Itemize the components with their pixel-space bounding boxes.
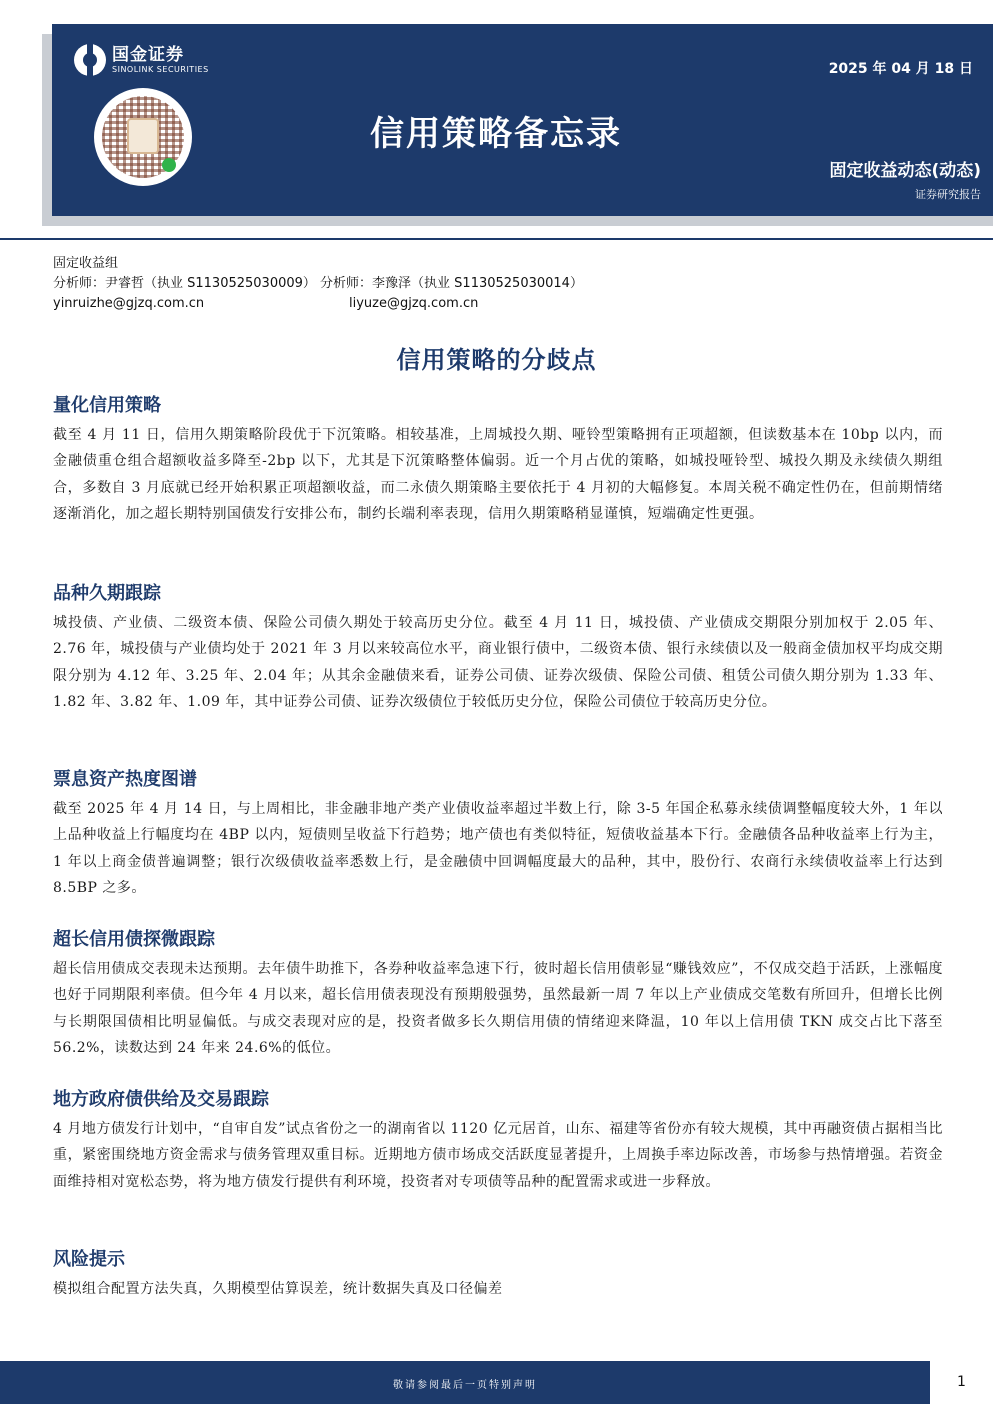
section-body: 截至 2025 年 4 月 14 日，与上周相比，非金融非地产类产业债收益率超过半数上行，除 3-5 年国企私募永续债调整幅度较大外，1 年以上品种收益上行幅度均在 4BP 以内，短债则呈收益下行趋势；地产债也有类似特征，短债收益基本下行。金融债各品种收益率上行为主，1 年以上商金债普遍调整；银行次级债收益率悉数上行，是金融债中回调幅度最大的品种，其中，股份行、农商行永续债收益率上行达到 8.5BP 之多。 [53, 801, 943, 897]
section-heading: 超长信用债探微跟踪 [53, 929, 215, 950]
section-body: 4 月地方债发行计划中，“自审自发”试点省份之一的湖南省以 1120 亿元居首，山东、福建等省份亦有较大规模，其中再融资债占据相当比重，紧密围绕地方资金需求与债务管理双重目标。近期地方债市场成交活跃度显著提升，上周换手率边际改善，市场参与热情增强。若资金面维持相对宽松态势，将为地方债发行提供有利环境，投资者对专项债等品种的配置需求或进一步释放。 [53, 1121, 943, 1190]
section-heading: 地方政府债供给及交易跟踪 [53, 1089, 269, 1110]
section-risk-warning [53, 1248, 943, 1302]
report-series-title: 信用策略备忘录 [370, 114, 622, 154]
section-body: 模拟组合配置方法失真，久期模型估算误差，统计数据失真及口径偏差 [53, 1281, 503, 1297]
analyst-info [53, 254, 583, 314]
report-date: 2025 年 04 月 18 日 [828, 61, 973, 77]
section-heading: 量化信用策略 [53, 395, 161, 416]
page-number: 1 [957, 1374, 966, 1390]
section-heading: 品种久期跟踪 [53, 583, 161, 604]
document-title: 信用策略的分歧点 [396, 346, 597, 374]
analyst-email[interactable]: yinruizhe@gjzq.com.cn [53, 296, 205, 311]
logo-name-cn: 国金证券 [112, 44, 184, 65]
section-body: 超长信用债成交表现未达预期。去年债牛助推下，各券种收益率急速下行，彼时超长信用债彰显“赚钱效应”，不仅成交趋于活跃，上涨幅度也好于同期限利率债。但今年 4 月以来，超长信用债表现没有预期般强势，虽然最新一周 7 年以上产业债成交笔数有所回升，但增长比例与长期限国债相比明显偏低。与成交表现对应的是，投资者做多长久期信用债的情绪迎来降温，10 年以上信用债 TKN 成交占比下落至 56.2%，读数达到 24 年来 24.6%的低位。 [53, 961, 943, 1057]
header-divider [0, 238, 993, 240]
section-heading: 票息资产热度图谱 [53, 769, 197, 790]
analyst-names: 分析师：尹睿哲（执业 S1130525030009） 分析师：李豫泽（执业 S1130525030014） [53, 276, 583, 291]
logo-name-en: SINOLINK SECURITIES [112, 64, 209, 74]
section-body: 截至 4 月 11 日，信用久期策略阶段优于下沉策略。相较基准，上周城投久期、哑铃型策略拥有正项超额，但读数基本在 10bp 以内，而金融债重仓组合超额收益多降至-2bp 以下，尤其是下沉策略整体偏弱。近一个月占优的策略，如城投哑铃型、城投久期及永续债久期组合，多数自 3 月底就已经开始积累正项超额收益，而二永债久期策略主要依托于 4 月初的大幅修复。本周关税不确定性仍在，但前期情绪逐渐消化，加之超长期特别国债发行安排公布，制约长端利率表现，信用久期策略稍显谨慎，短端确定性更强。 [53, 427, 943, 523]
section-heading: 风险提示 [53, 1249, 125, 1270]
section-quant-credit [53, 394, 943, 528]
qr-code [94, 88, 192, 186]
logo-mark-icon [74, 44, 106, 76]
report-category: 固定收益动态(动态) [829, 161, 981, 181]
header-banner [52, 24, 993, 216]
research-group: 固定收益组 [53, 256, 119, 271]
company-logo [74, 44, 209, 76]
section-coupon-heatmap [53, 768, 943, 902]
analyst-email[interactable]: liyuze@gjzq.com.cn [349, 296, 479, 311]
section-local-gov-bonds [53, 1088, 943, 1195]
section-body: 城投债、产业债、二级资本债、保险公司债久期处于较高历史分位。截至 4 月 11 日，城投债、产业债成交期限分别加权于 2.05 年、2.76 年，城投债与产业债均处于 2021 年 3 月以来较高位水平，商业银行债中，二级资本债、银行永续债以及一般商金债加权平均成交期限分别为 4.12 年、3.25 年、2.04 年；从其余金融债来看，证券公司债、证券次级债、保险公司债、租赁公司债久期分别为 1.33 年、1.82 年、3.82 年、1.09 年，其中证券公司债、证券次级债位于较低历史分位，保险公司债位于较高历史分位。 [53, 615, 943, 711]
report-type: 证券研究报告 [915, 188, 981, 201]
section-duration-tracking [53, 582, 943, 716]
section-ultralong-credit [53, 928, 943, 1062]
footer-disclaimer-notice: 敬请参阅最后一页特别声明 [393, 1380, 537, 1391]
